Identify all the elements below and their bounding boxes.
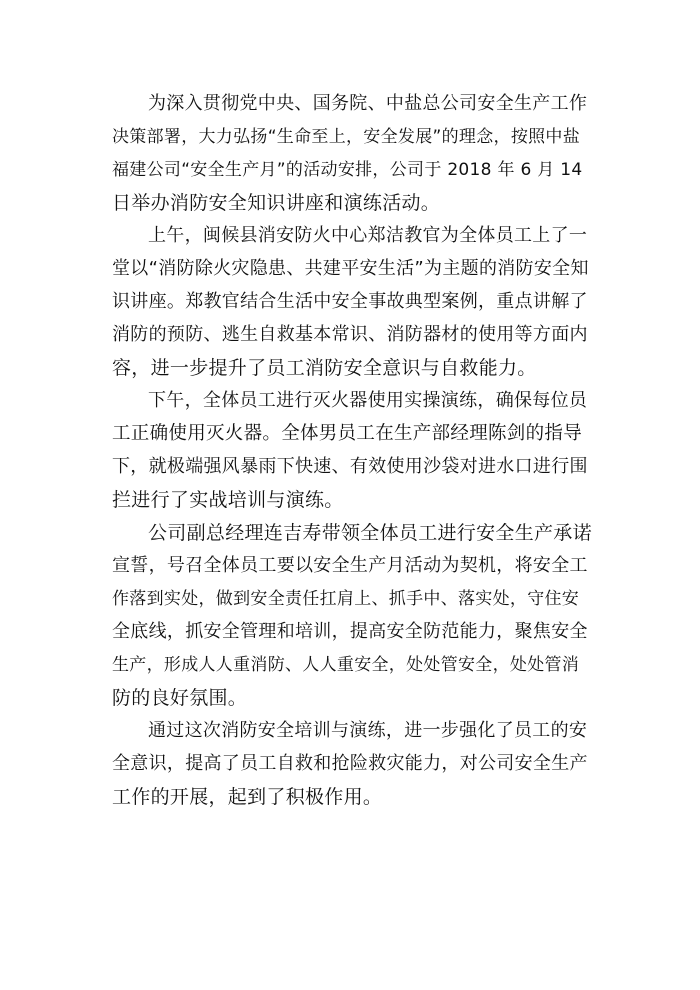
paragraph-1-line-4: 日举办消防安全知识讲座和演练活动。 <box>112 192 441 214</box>
paragraph-5-line-3: 工作的开展，起到了积极作用。 <box>112 786 383 808</box>
paragraph-4-line-5: 生产，形成人人重消防、人人重安全，处处管安全，处处管消 <box>112 655 580 675</box>
paragraph-3-line-1: 下午，全体员工进行灭火器使用实操演练，确保每位员 <box>148 390 588 411</box>
paragraph-4-line-4: 全底线，抓安全管理和培训，提高安全防范能力，聚焦安全 <box>112 621 588 642</box>
paragraph-2-line-4: 消防的预防、逃生自救基本常识、消防器材的使用等方面内 <box>112 324 588 345</box>
paragraph-3-line-4: 拦进行了实战培训与演练。 <box>112 489 344 511</box>
paragraph-4-line-3: 作落到实处，做到安全责任扛肩上、抓手中、落实处，守住安 <box>112 589 580 609</box>
paragraph-1-line-3: 福建公司“安全生产月”的活动安排，公司于 2018 年 6 月 14 <box>112 160 583 180</box>
paragraph-1-line-2: 决策部署，大力弘扬“生命至上，安全发展”的理念，按照中盐 <box>112 127 581 147</box>
paragraph-5-line-1: 通过这次消防安全培训与演练，进一步强化了员工的安 <box>148 720 588 741</box>
paragraph-4-line-2: 宣誓，号召全体员工要以安全生产月活动为契机，将安全工 <box>112 555 588 576</box>
paragraph-2-line-1: 上午，闽候县消安防火中心郑洁教官为全体员工上了一 <box>148 225 588 246</box>
paragraph-4-line-1: 公司副总经理连吉寿带领全体员工进行安全生产承诺 <box>148 522 592 544</box>
paragraph-4-line-6: 防的良好氛围。 <box>112 687 248 709</box>
paragraph-5-line-2: 全意识，提高了员工自救和抢险救灾能力，对公司安全生产 <box>112 753 588 774</box>
paragraph-2-line-2: 堂以“消防除火灾隐患、共建平安生活”为主题的消防安全知 <box>112 258 589 279</box>
paragraph-2-line-3: 识讲座。郑教官结合生活中安全事故典型案例，重点讲解了 <box>112 291 588 312</box>
paragraph-3-line-3: 下，就极端强风暴雨下快速、有效使用沙袋对进水口进行围 <box>112 456 588 477</box>
paragraph-1-line-1: 为深入贯彻党中央、国务院、中盐总公司安全生产工作 <box>148 93 588 114</box>
paragraph-3-line-2: 工正确使用灭火器。全体男员工在生产部经理陈剑的指导 <box>112 423 583 444</box>
paragraph-2-line-5: 容，进一步提升了员工消防安全意识与自救能力。 <box>112 357 537 379</box>
